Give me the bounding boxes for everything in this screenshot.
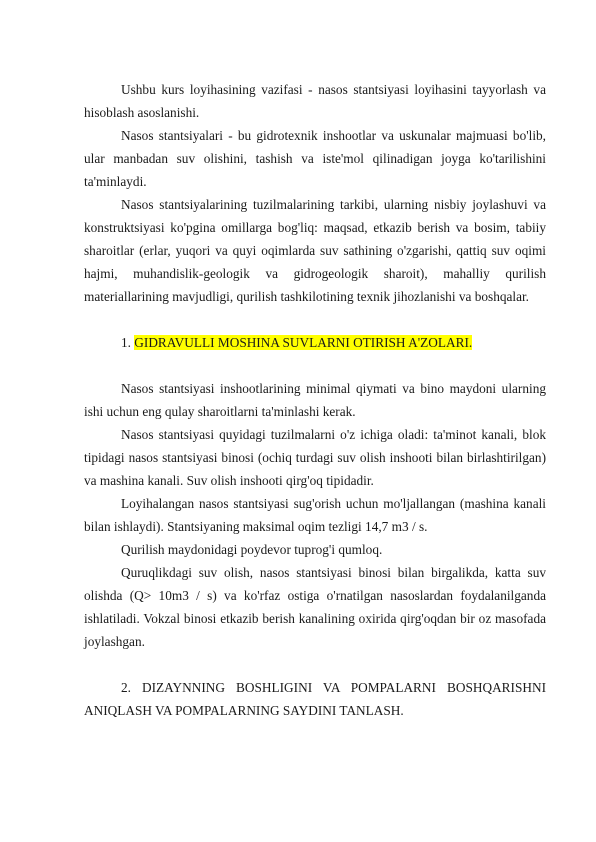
paragraph-course-task: Ushbu kurs loyihasining vazifasi - nasos stantsiyasi loyihasini tayyorlash va hisoblash asoslanishi. xyxy=(84,82,546,120)
paragraph-foundation-soil: Qurilish maydonidagi poydevor tuprog'i qumloq. xyxy=(121,542,383,557)
section-heading-1-number: 1. xyxy=(121,335,135,350)
paragraph-pump-station-definition: Nasos stantsiyalari - bu gidrotexnik inshootlar va uskunalar majmuasi bo'lib, ular manbadan suv olishini, tashish va iste'mol qilinadigan joyga ko'tarilishini ta'minlaydi. xyxy=(84,128,546,189)
paragraph-structure-composition: Nasos stantsiyalarining tuzilmalarining tarkibi, ularning nisbiy joylashuvi va konstruktsiyasi ko'pgina omillarga bog'liq: maqsad, etkazib berish va bosim, tabiiy sharoitlar (erlar, yuqori va quyi oqimlarda suv sathining o'zgarishi, qattiq suv oqimi hajmi, muhandislik-geologik va gidrogeologik sharoit), mahalliy qurilish materiallarining mavjudligi, qurilish tashkilotining texnik jihozlanishi va boshqalar. xyxy=(84,197,546,304)
section-heading-1 xyxy=(84,331,546,354)
document-page xyxy=(84,78,546,722)
section-heading-1-title: GIDRAVULLI MOSHINA SUVLARNI OTIRISH A'ZOLARI. xyxy=(134,335,473,350)
paragraph-minimal-cost: Nasos stantsiyasi inshootlarining minimal qiymati va bino maydoni ularning ishi uchun eng qulay sharoitlarni ta'minlashi kerak. xyxy=(84,381,546,419)
spacer xyxy=(84,354,546,377)
paragraph-station-components: Nasos stantsiyasi quyidagi tuzilmalarni o'z ichiga oladi: ta'minot kanali, blok tipidagi nasos stantsiyasi binosi (ochiq turdagi suv olish inshooti bilan birlashtirilgan) va mashina kanali. Suv olish inshooti qirg'oq tipidadir. xyxy=(84,427,546,488)
section-heading-2: 2. DIZAYNNING BOSHLIGINI VA POMPALARNI BOSHQARISHNI ANIQLASH VA POMPALARNING SAYDINI TANLASH. xyxy=(84,680,546,718)
spacer xyxy=(84,308,546,331)
paragraph-land-water-intake: Quruqlikdagi suv olish, nasos stantsiyasi binosi bilan birgalikda, katta suv olishda (Q> 10m3 / s) va ko'rfaz ostiga o'rnatilgan nasoslardan foydalanilganda ishlatiladi. Vokzal binosi etkazib berish kanalining oxirida qirg'oqdan bir oz masofada joylashgan. xyxy=(84,565,546,649)
spacer xyxy=(84,653,546,676)
paragraph-irrigation-purpose: Loyihalangan nasos stantsiyasi sug'orish uchun mo'ljallangan (mashina kanali bilan ishlaydi). Stantsiyaning maksimal oqim tezligi 14,7 m3 / s. xyxy=(84,496,546,534)
